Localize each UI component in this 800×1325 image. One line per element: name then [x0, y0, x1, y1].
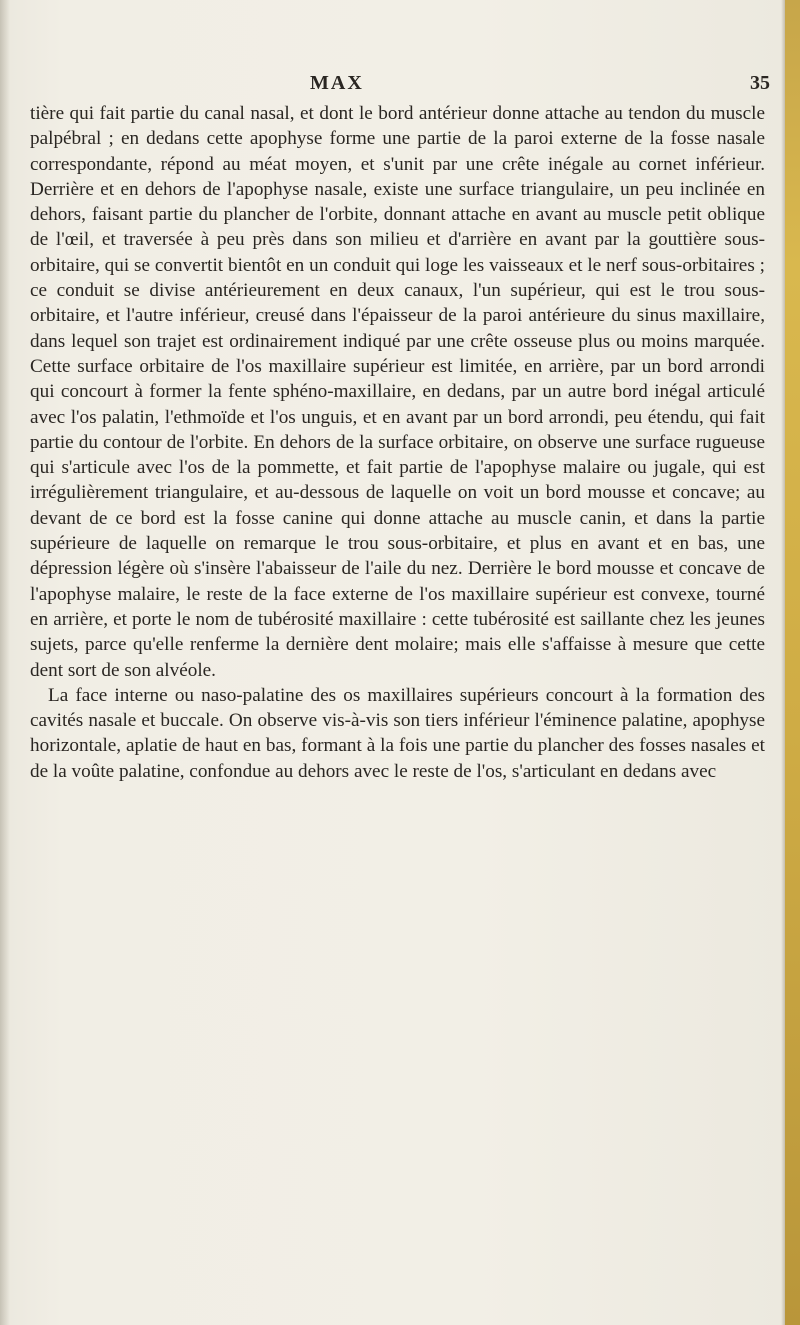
body-text — [30, 101, 765, 784]
paragraph-1: tière qui fait partie du canal nasal, et dont le bord antérieur donne attache au tendon du muscle palpébral ; en dedans cette apophyse forme une partie de la paroi externe de la fosse nasale correspondante, répond au méat moyen, et s'unit par une crête inégale au cornet inférieur. Derrière et en dehors de l'apophyse nasale, existe une surface triangulaire, un peu inclinée en dehors, faisant partie du plancher de l'orbite, donnant attache en avant au muscle petit oblique de l'œil, et traversée à peu près dans son milieu et d'arrière en avant par la gouttière sous-orbitaire, qui se convertit bientôt en un conduit qui loge les vaisseaux et le nerf sous-orbitaires ; ce conduit se divise antérieurement en deux canaux, l'un supérieur, qui est le trou sous-orbitaire, et l'autre inférieur, creusé dans l'épaisseur de la paroi antérieure du sinus maxillaire, dans lequel son trajet est ordinairement indiqué par une crête osseuse plus ou moins marquée. Cette surface orbitaire de l'os maxillaire supérieur est limitée, en arrière, par un bord arrondi qui concourt à former la fente sphéno-maxillaire, en dedans, par un autre bord inégal articulé avec l'os palatin, l'ethmoïde et l'os unguis, et en avant par un bord arrondi, peu étendu, qui fait partie du contour de l'orbite. En dehors de la surface orbitaire, on observe une surface rugueuse qui s'articule avec l'os de la pommette, et fait partie de l'apophyse malaire ou jugale, qui est irrégulièrement triangulaire, et au-dessous de laquelle on voit un bord mousse et concave; au devant de ce bord est la fosse canine qui donne attache au muscle canin, et dans la partie supérieure de laquelle on remarque le trou sous-orbitaire, et plus en avant et en bas, une dépression légère où s'insère l'abaisseur de l'aile du nez. Derrière le bord mousse et concave de l'apophyse malaire, le reste de la face externe de l'os maxillaire supérieur est convexe, tourné en arrière, et porte le nom de tubérosité maxillaire : cette tubérosité est saillante chez les jeunes sujets, parce qu'elle renferme la dernière dent molaire; mais elle s'affaisse à mesure que cette dent sort de son alvéole. — [30, 103, 765, 681]
running-header — [250, 72, 770, 98]
gilt-page-edge — [785, 0, 800, 1325]
paragraph-2: La face interne ou naso-palatine des os maxillaires supérieurs concourt à la formation des cavités nasale et buccale. On observe vis-à-vis son tiers inférieur l'éminence palatine, apophyse horizontale, aplatie de haut en bas, formant à la fois une partie du plancher des fosses nasales et de la voûte palatine, confondue au dehors avec le reste de l'os, s'articulant en dedans avec — [30, 684, 765, 782]
page-number: 35 — [750, 72, 770, 94]
binding-shadow — [0, 0, 10, 1325]
running-title: MAX — [310, 72, 364, 94]
